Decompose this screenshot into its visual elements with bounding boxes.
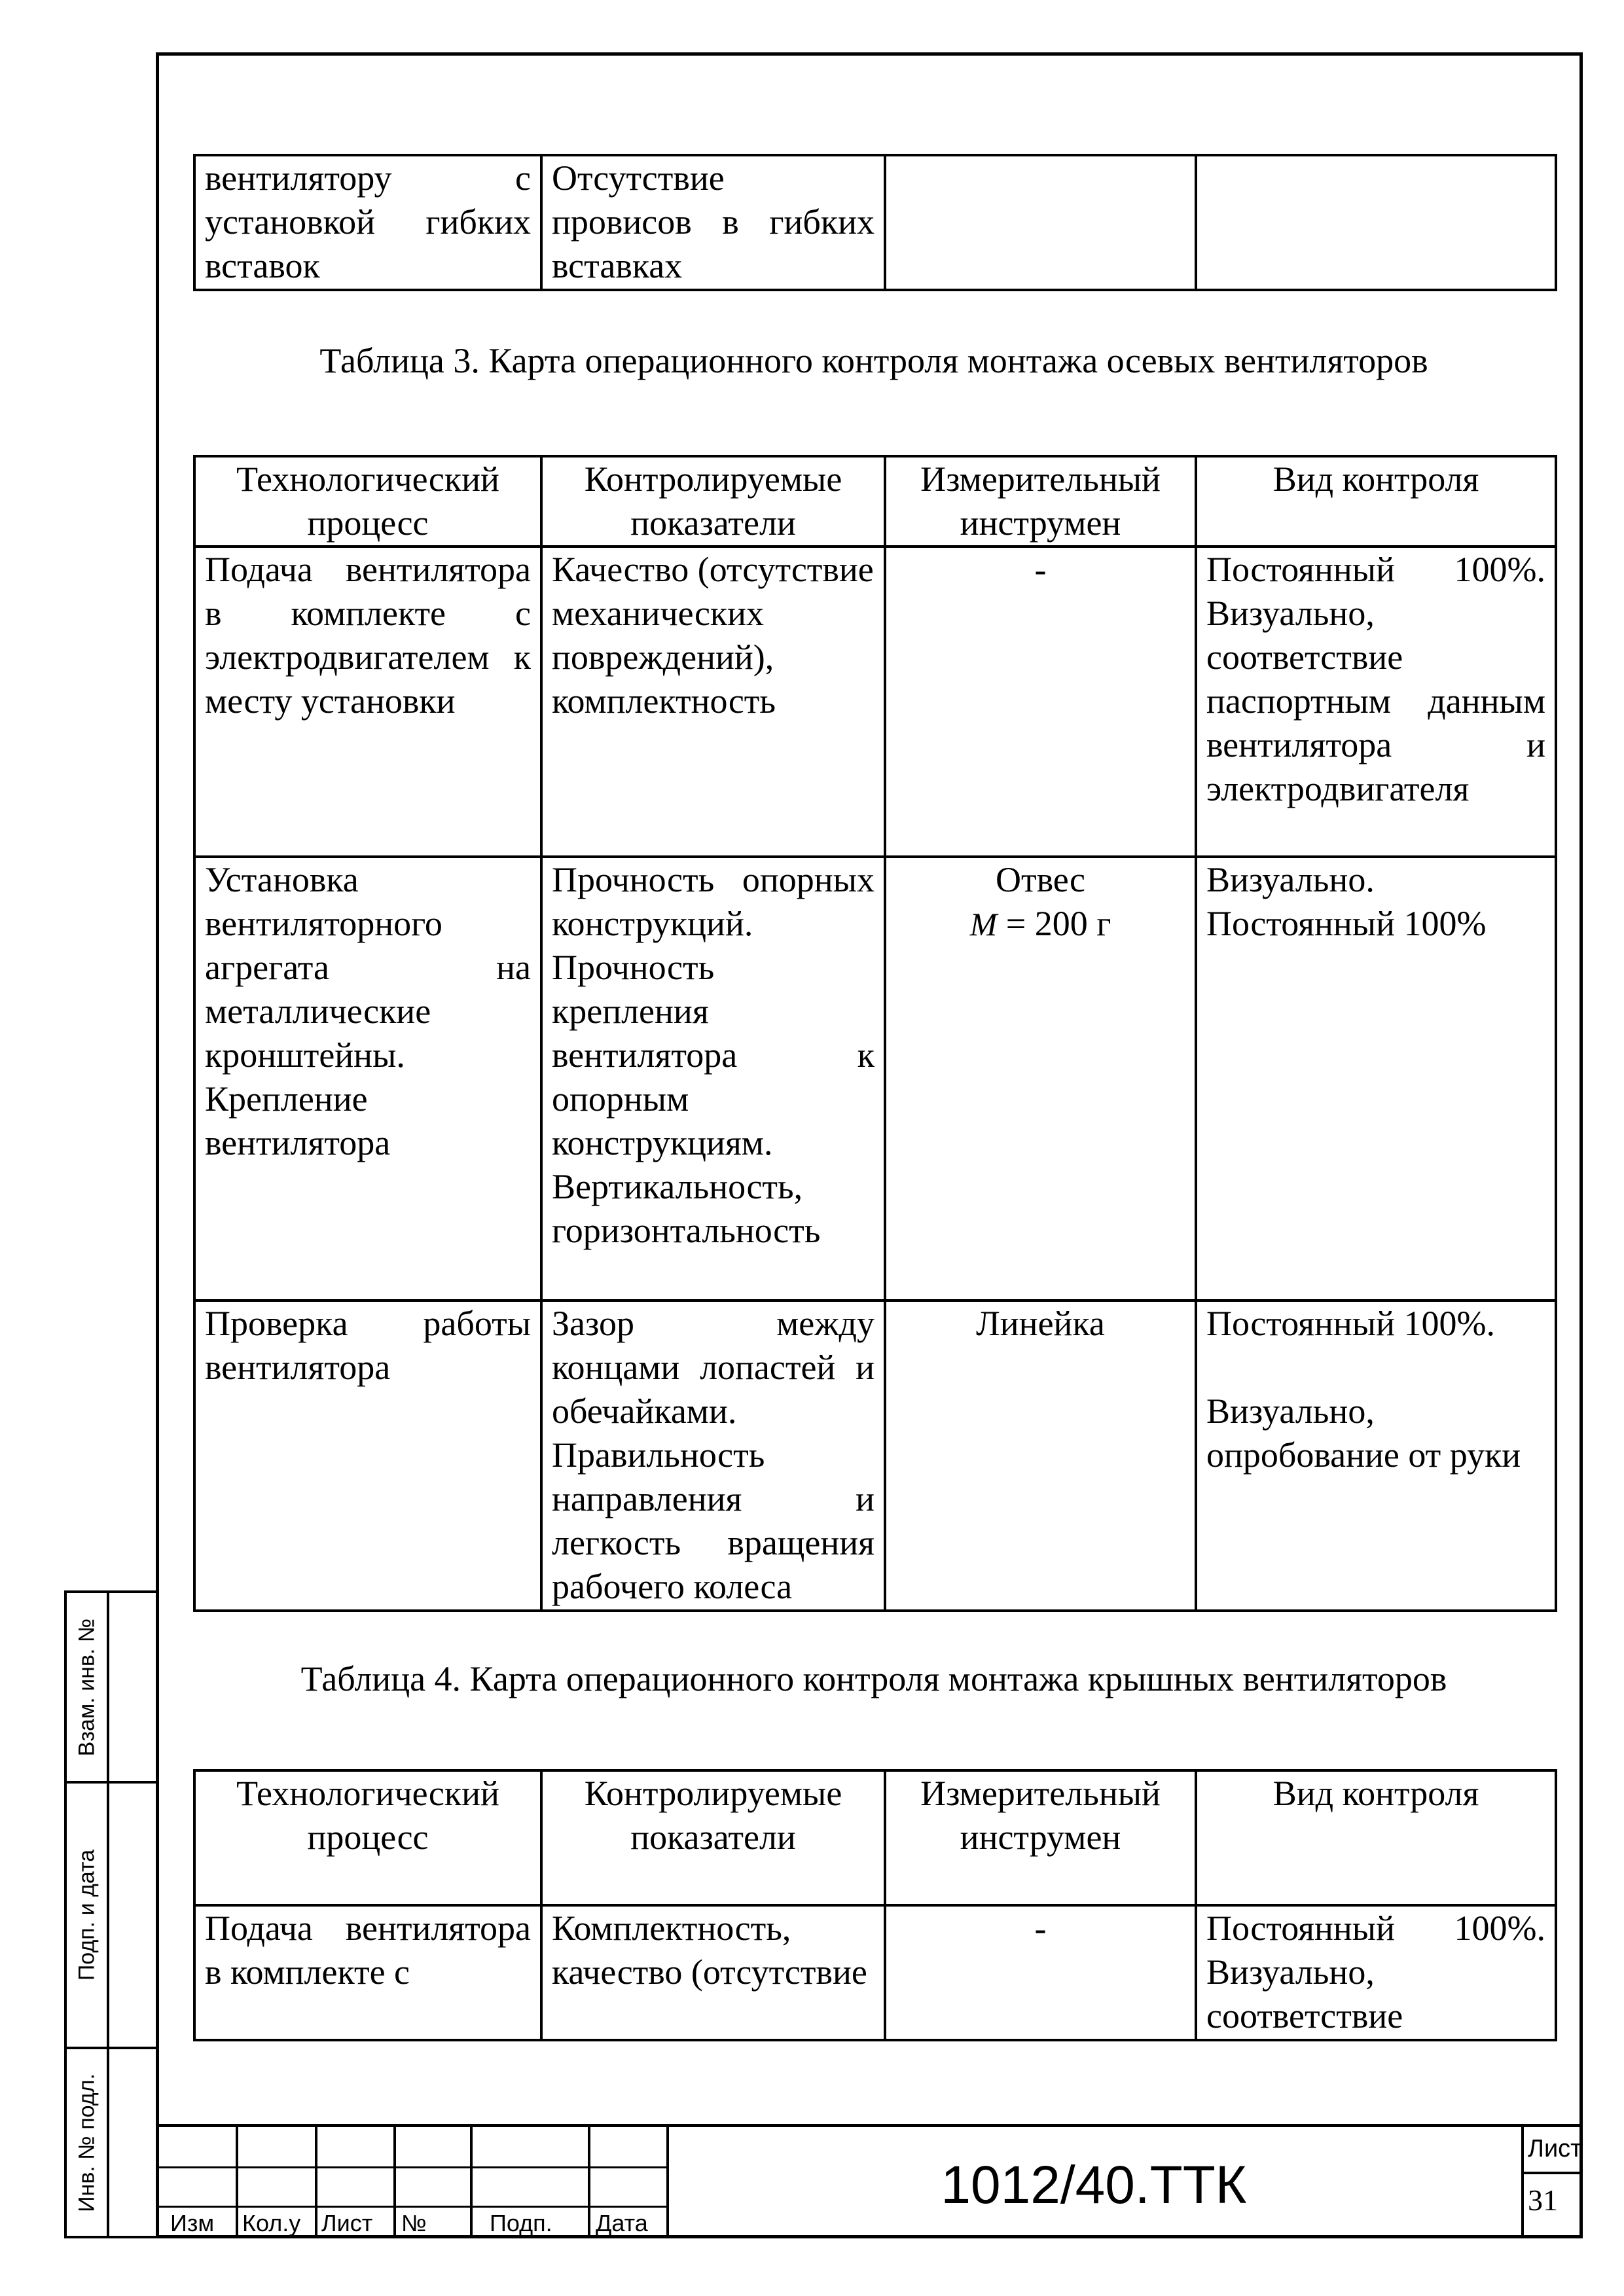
side-stamp-label: Подп. и дата	[74, 1849, 99, 1981]
instrument-cell: -	[885, 547, 1196, 857]
side-stamp-podp	[64, 1781, 156, 2049]
table3-block	[193, 455, 1555, 1612]
control-cell	[1196, 1300, 1556, 1611]
sheet-label: Лист	[1528, 2135, 1582, 2162]
table-row	[194, 1300, 1556, 1611]
table4-caption: Таблица 4. Карта операционного контроля монтажа крышных вентиляторов	[300, 1659, 1447, 1698]
instrument-cell: Линейка	[885, 1300, 1196, 1611]
side-stamp-label-box	[67, 1593, 109, 1781]
col-izm: Изм	[170, 2210, 215, 2236]
header-indicators: Контролируемые показатели	[541, 1770, 885, 1905]
divider	[1521, 2127, 1524, 2238]
col-data: Дата	[596, 2210, 648, 2236]
instrument-formula	[895, 902, 1185, 946]
table3	[193, 455, 1557, 1612]
control-cell	[1196, 155, 1556, 290]
indicators-cell: Прочность опорных конструкций. Прочность крепления вентилятора к опорным конструкциям. Вертикальность, горизонтальность	[541, 857, 885, 1300]
table-row	[194, 1905, 1556, 2040]
formula-value: = 200 г	[1005, 904, 1111, 943]
header-indicators: Контролируемые показатели	[541, 456, 885, 547]
continued-table-block	[193, 154, 1555, 291]
instrument-cell: -	[885, 1905, 1196, 2040]
divider	[1521, 2172, 1583, 2174]
table-header-row	[194, 1770, 1556, 1905]
header-control: Вид контроля	[1196, 456, 1556, 547]
control-line: Визуально, опробование от руки	[1206, 1391, 1521, 1475]
divider	[315, 2127, 317, 2238]
indicators-cell: Комплектность, качество (отсутствие	[541, 1905, 885, 2040]
text-line: Отсутствие	[552, 158, 725, 198]
col-podp: Подп.	[490, 2210, 552, 2236]
col-list: Лист	[321, 2210, 373, 2236]
side-stamp-label: Инв. № подл.	[74, 2073, 99, 2212]
side-stamp-label-box	[67, 1784, 109, 2047]
table3-caption: Таблица 3. Карта операционного контроля монтажа осевых вентиляторов	[319, 341, 1428, 380]
side-stamp-vzam	[64, 1590, 156, 1784]
table-row	[194, 857, 1556, 1300]
process-cell: Подача вентилятора в комплекте с электродвигателем к месту установки	[194, 547, 541, 857]
header-control: Вид контроля	[1196, 1770, 1556, 1905]
instrument-name: Отвес	[995, 860, 1086, 899]
text-line: вставках	[552, 246, 683, 285]
header-process: Технологический процесс	[194, 1770, 541, 1905]
table-header-row	[194, 456, 1556, 547]
title-block	[156, 2124, 1583, 2238]
control-cell: Постоянный 100%. Визуально, соответствие паспортным данным вентилятора и электродвигателя	[1196, 547, 1556, 857]
table-row	[194, 155, 1556, 290]
text-line: вентилятору с	[205, 158, 531, 198]
sheet-number: 31	[1528, 2183, 1558, 2217]
text-line: вставок	[205, 246, 320, 285]
text-line: провисов в гибких	[552, 202, 875, 242]
continued-table	[193, 154, 1557, 291]
formula-variable: M	[969, 906, 998, 942]
table4-block	[193, 1769, 1555, 2041]
divider	[470, 2127, 473, 2238]
process-cell: Подача вентилятора в комплекте с	[194, 1905, 541, 2040]
indicators-cell	[541, 155, 885, 290]
col-num: №	[401, 2210, 427, 2236]
instrument-cell	[885, 155, 1196, 290]
side-stamp-label-box	[67, 2049, 109, 2236]
divider	[588, 2127, 590, 2238]
control-cell: Постоянный 100%. Визуально, соответствие	[1196, 1905, 1556, 2040]
process-cell: Установка вентиляторного агрегата на металлические кронштейны. Крепление вентилятора	[194, 857, 541, 1300]
indicators-cell: Зазор между концами лопастей и обечайками. Правильность направления и легкость вращения рабочего колеса	[541, 1300, 885, 1611]
table-row	[194, 547, 1556, 857]
header-process: Технологический процесс	[194, 456, 541, 547]
document-code: 1012/40.ТТК	[941, 2155, 1247, 2215]
instrument-cell	[885, 857, 1196, 1300]
indicators-cell: Качество (отсутствие механических повреждений), комплектность	[541, 547, 885, 857]
control-line: Постоянный 100%.	[1206, 1304, 1495, 1343]
process-cell	[194, 155, 541, 290]
divider	[393, 2127, 396, 2238]
divider	[236, 2127, 238, 2238]
control-cell: Визуально. Постоянный 100%	[1196, 857, 1556, 1300]
process-cell: Проверка работы вентилятора	[194, 1300, 541, 1611]
table4	[193, 1769, 1557, 2041]
side-stamp-inv	[64, 2047, 156, 2238]
text-line: установкой гибких	[205, 202, 531, 242]
blank-line	[1206, 1346, 1545, 1390]
header-instrument: Измерительный инструмен	[885, 1770, 1196, 1905]
col-kolu: Кол.у	[242, 2210, 301, 2236]
header-instrument: Измерительный инструмен	[885, 456, 1196, 547]
side-stamp-label: Взам. инв. №	[74, 1618, 99, 1756]
